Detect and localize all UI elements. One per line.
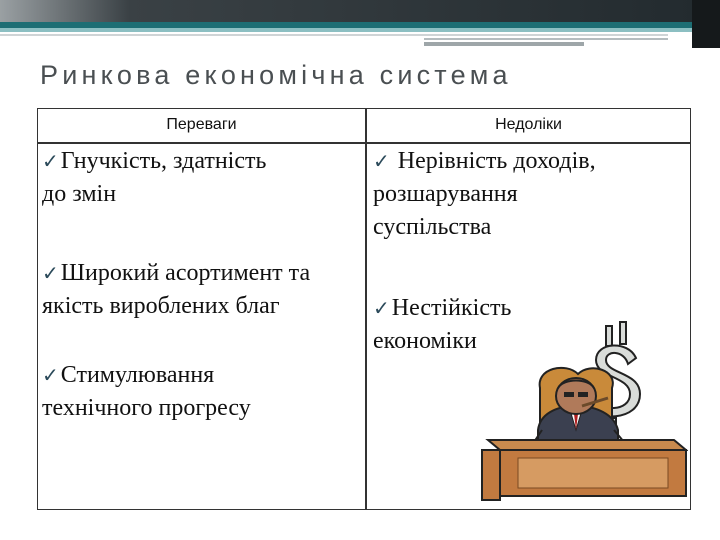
decor-line <box>424 38 668 40</box>
decor-line <box>424 42 584 46</box>
disadvantage-item-1 <box>373 145 596 244</box>
advantage-item-1 <box>42 145 266 211</box>
check-icon: ✓ <box>373 149 390 173</box>
advantage-2-line1: Широкий асортимент та <box>60 260 311 286</box>
advantage-3-line1: Стимулювання <box>60 362 215 388</box>
check-icon: ✓ <box>42 261 59 285</box>
disadvantage-1-line1: Нерівність доходів, <box>391 148 596 174</box>
advantage-3-line2: технічного прогресу <box>42 395 251 421</box>
header-advantages: Переваги <box>166 116 237 133</box>
table-column-divider <box>365 109 367 509</box>
check-icon: ✓ <box>42 363 59 387</box>
slide-top-band <box>0 0 720 26</box>
advantage-2-line2: якість вироблених благ <box>42 293 280 319</box>
top-teal-strip <box>0 28 692 32</box>
businessman-at-desk-with-dollar-icon <box>478 318 688 508</box>
advantage-item-3 <box>42 359 251 425</box>
disadvantage-1-line2: розшарування <box>373 181 518 207</box>
disadvantage-1-line3: суспільства <box>373 214 492 240</box>
advantage-1-line1: Гнучкість, здатність <box>60 148 267 174</box>
disadvantage-2-line2: економіки <box>373 328 477 354</box>
advantage-item-2 <box>42 257 310 323</box>
advantage-1-line2: до змін <box>42 181 117 207</box>
slide-title: Ринкова економічна система <box>40 60 512 90</box>
disadvantage-2-line1: Нестійкість <box>391 295 512 321</box>
check-icon: ✓ <box>42 149 59 173</box>
top-dark-bar <box>0 0 720 24</box>
table-header-divider <box>38 142 690 144</box>
top-right-block <box>692 0 720 48</box>
header-disadvantages: Недоліки <box>495 116 562 133</box>
decor-line <box>0 34 668 36</box>
check-icon: ✓ <box>373 296 390 320</box>
